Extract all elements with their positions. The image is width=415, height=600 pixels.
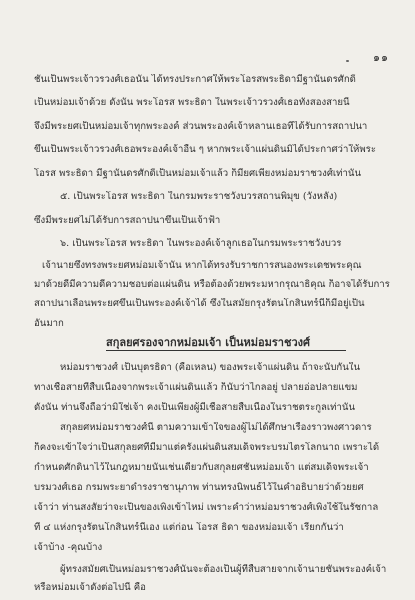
text-line: หรือหม่อมเจ้าดังต่อไปนี้ คือ bbox=[34, 582, 146, 593]
text-line: จึงมีพระยศเป็นหม่อมเจ้าทุกพระองค์ ส่วนพระองค์เจ้าหลานเธอที่ได้รับการสถาปนา bbox=[34, 121, 368, 132]
section-heading: สกุลยศรองจากหม่อมเจ้า เป็นหม่อมราชวงศ์ bbox=[106, 336, 346, 351]
text-line: ชั้นเป็นพระเจ้าวรวงศ์เธอนั้น ได้ทรงประกาศให้พระโอรสพระธิดามีฐานันดรศักดิ์ bbox=[34, 74, 356, 85]
text-line: ๕. เป็นพระโอรส พระธิดา ในกรมพระราชวังบวรสถานพิมุข (วังหลัง) bbox=[60, 191, 338, 202]
text-line: เจ้าบ้าง -คุณบ้าง bbox=[34, 542, 103, 553]
text-line: ทางเชื้อสายที่สืบเนื่องจากพระเจ้าแผ่นดินแล้ว ก็นับว่าไกลอยู่ ปลายอ่อปลายแขม bbox=[34, 382, 358, 393]
text-line: หม่อมราชวงศ์ เป็นบุตรธิดา (คือเหลน) ของพระเจ้าแผ่นดิน ถ้าจะนับกันใน bbox=[60, 362, 361, 373]
text-line: ผู้ทรงสมัยศเป็นหม่อมราชวงศ์นั้นจะต้องเป็นผู้ที่สืบสายจากเจ้านายชั้นพระองค์เจ้า bbox=[60, 564, 387, 575]
text-line: บรมวงศ์เธอ กรมพระยาดำรงราชานุภาพ ท่านทรงนิพนธ์ไว้ในคำอธิบายว่าด้วยยศ bbox=[34, 482, 364, 493]
text-line: ขึ้นเป็นพระเจ้าวรวงศ์เธอพระองค์เจ้าอื่น ๆ หากพระเจ้าแผ่นดินมิได้ประกาศว่าให้พระ bbox=[34, 144, 376, 155]
text-line: ที่ ๔ แห่งกรุงรัตนโกสินทร์นี้เอง แต่ก่อน โอรส ธิดา ของหม่อมเจ้า เรียกกันว่า bbox=[34, 522, 344, 533]
text-line: เจ้านายซึ่งทรงพระยศหม่อมเจ้านั้น หากได้ทรงรับราชการสนองพระเดชพระคุณ bbox=[42, 260, 362, 271]
text-line: สถาปนาเลื่อนพระยศขึ้นเป็นพระองค์เจ้าได้ ซึ่งในสมัยกรุงรัตนโกสินทร์นี้ก็มีอยู่เป็น bbox=[34, 298, 365, 309]
text-line: กำหนดศักดินาไว้ในกฎหมายนั้นเช่นเดียวกับสกุลยศชั้นหม่อมเจ้า แต่สมเด็จพระเจ้า bbox=[34, 462, 369, 473]
text-line: ดังนั้น ท่านจึงถือว่ามิใช่เจ้า คงเป็นเพียงผู้มีเชื้อสายสืบเนื่องในราชตระกูลเท่านั้น bbox=[34, 402, 356, 413]
text-line: อันมาก bbox=[34, 318, 64, 329]
text-line: เจ้าว่า ท่านสงสัยว่าจะเป็นของเพิ่งเข้าไหม่ เพราะคำว่าหม่อมราชวงศ์เพิ่งใช้ในรัชกาล bbox=[34, 502, 379, 513]
text-line: ก็คงจะเข้าใจว่าเป็นสกุลยศที่มีมาแต่ครั้งแผ่นดินสมเด็จพระบรมไตรโลกนาถ เพราะได้ bbox=[34, 442, 380, 453]
text-line: สกุลยศหม่อมราชวงศ์นี้ ตามความเข้าใจของผู้ไม่ได้ศึกษาเรื่องราวพงศาวดาร bbox=[60, 422, 372, 433]
page-number: ๑๑ bbox=[373, 51, 389, 64]
text-line: โอรส พระธิดา มีฐานันดรศักดิ์เป็นหม่อมเจ้าแล้ว ก็มียศเพียงหม่อมราชวงศ์เท่านั้น bbox=[34, 168, 362, 179]
text-line: เป็นหม่อมเจ้าด้วย ดังนั้น พระโอรส พระธิดา ในพระเจ้าวรวงศ์เธอทั้งสองสายนี้ bbox=[34, 97, 350, 108]
text-line: ๖. เป็นพระโอรส พระธิดา ในพระองค์เจ้าลูกเธอในกรมพระราชวังบวร bbox=[60, 238, 342, 249]
text-line: มาด้วยดีมีความดีความชอบต่อแผ่นดิน หรือต้องด้วยพระมหากรุณาธิคุณ ก็อาจได้รับการ bbox=[34, 279, 390, 290]
text-line: ซึ่งมีพระยศไม่ได้รับการสถาปนาขึ้นเป็นเจ้าฟ้า bbox=[34, 215, 221, 226]
ink-speck bbox=[346, 60, 349, 62]
